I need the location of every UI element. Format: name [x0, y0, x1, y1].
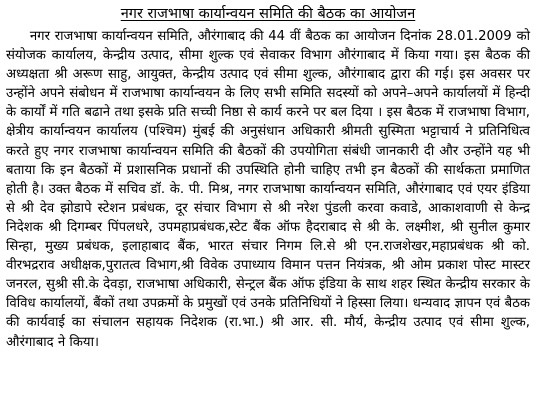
document-title — [6, 4, 530, 24]
document-paragraph: नगर राजभाषा कार्यान्वयन समिति, औरंगाबाद की 44 वीं बैठक का आयोजन दिनांक 28.01.2009 को संयोजक कार्यालय, केन्द्रीय उत्पाद, सीमा शुल्क एवं सेवाकर विभाग औरंगाबाद में किया गया। इस बैठक की अध्यक्षता श्री अरूण साहु, आयुक्त, केन्द्रीय उत्पाद एवं सीमा शुल्क, औरंगाबाद द्वारा की गई। इस अवसर पर उन्होंने अपने संबोधन में राजभाषा कार्यान्वयन के लिए सभी समिति सदस्यों को अपने–अपने कार्यालयों में हिन्दी के कार्यों में गति बढाने तथा इसके प्रति सच्ची निष्ठा से कार्य करने पर बल दिया । इस बैठक में राजभाषा विभाग, क्षेत्रीय कार्यान्वयन कार्यालय (पश्चिम) मुंबई की अनुसंधान अधिकारी श्रीमती सुस्मिता भट्टाचार्य ने प्रतिनिधित्व करते हुए नगर राजभाषा कार्यान्वयन समिति की बैठकों की उपयोगिता संबंधी जानकारी दी और उन्होंने यह भी बताया कि इन बैठकों में प्रशासनिक प्रधानों की उपस्थिति होनी चाहिए तभी इन बैठकों की सार्थकता प्रमाणित होती है। उक्त बैठक में सचिव डॉ. के. पी. मिश्र, नगर राजभाषा कार्यान्वयन समिति, औरंगाबाद एवं एयर इंडिया से श्री देव झोडापे स्टेशन प्रबंधक, दूर संचार विभाग से श्री नरेश पुंडली करवा कवाडे, आकाशवाणी से केन्द्र निदेशक श्री दिगम्बर पिंपलधरे, उपमहाप्रबंधक,स्टेट बैंक ऑफ हैदराबाद से श्री के. लक्ष्मीश, श्री सुनील कुमार सिन्हा, मुख्य प्रबंधक, इलाहाबाद बैंक, भारत संचार निगम लि.से श्री एन.राजशेखर,महाप्रबंधक श्री को. वीरभद्रराव अधीक्षक,पुरातत्व विभाग,श्री विवेक उपाध्याय विमान पत्तन नियंत्रक, श्री ओम प्रकाश पोस्ट मास्टर जनरल, सुश्री सी.के देवड़ा, राजभाषा अधिकारी, सेन्ट्रल बैंक ऑफ इंडिया के साथ शहर स्थित केन्द्रीय सरकार के विविध कार्यालयों, बैंकों तथा उपक्रमों के प्रमुखों एवं उनके प्रतिनिधियों ने हिस्सा लिया। धन्यवाद ज्ञापन एवं बैठक की कार्यवाई का संचालन सहायक निदेशक (रा.भा.) श्री आर. सी. मौर्य, केन्द्रीय उत्पाद एवं सीमा शुल्क, औरंगाबाद ने किया। — [6, 29, 535, 350]
document-title-text: नगर राजभाषा कार्यान्वयन समिति की बैठक का आयोजन — [120, 6, 416, 22]
